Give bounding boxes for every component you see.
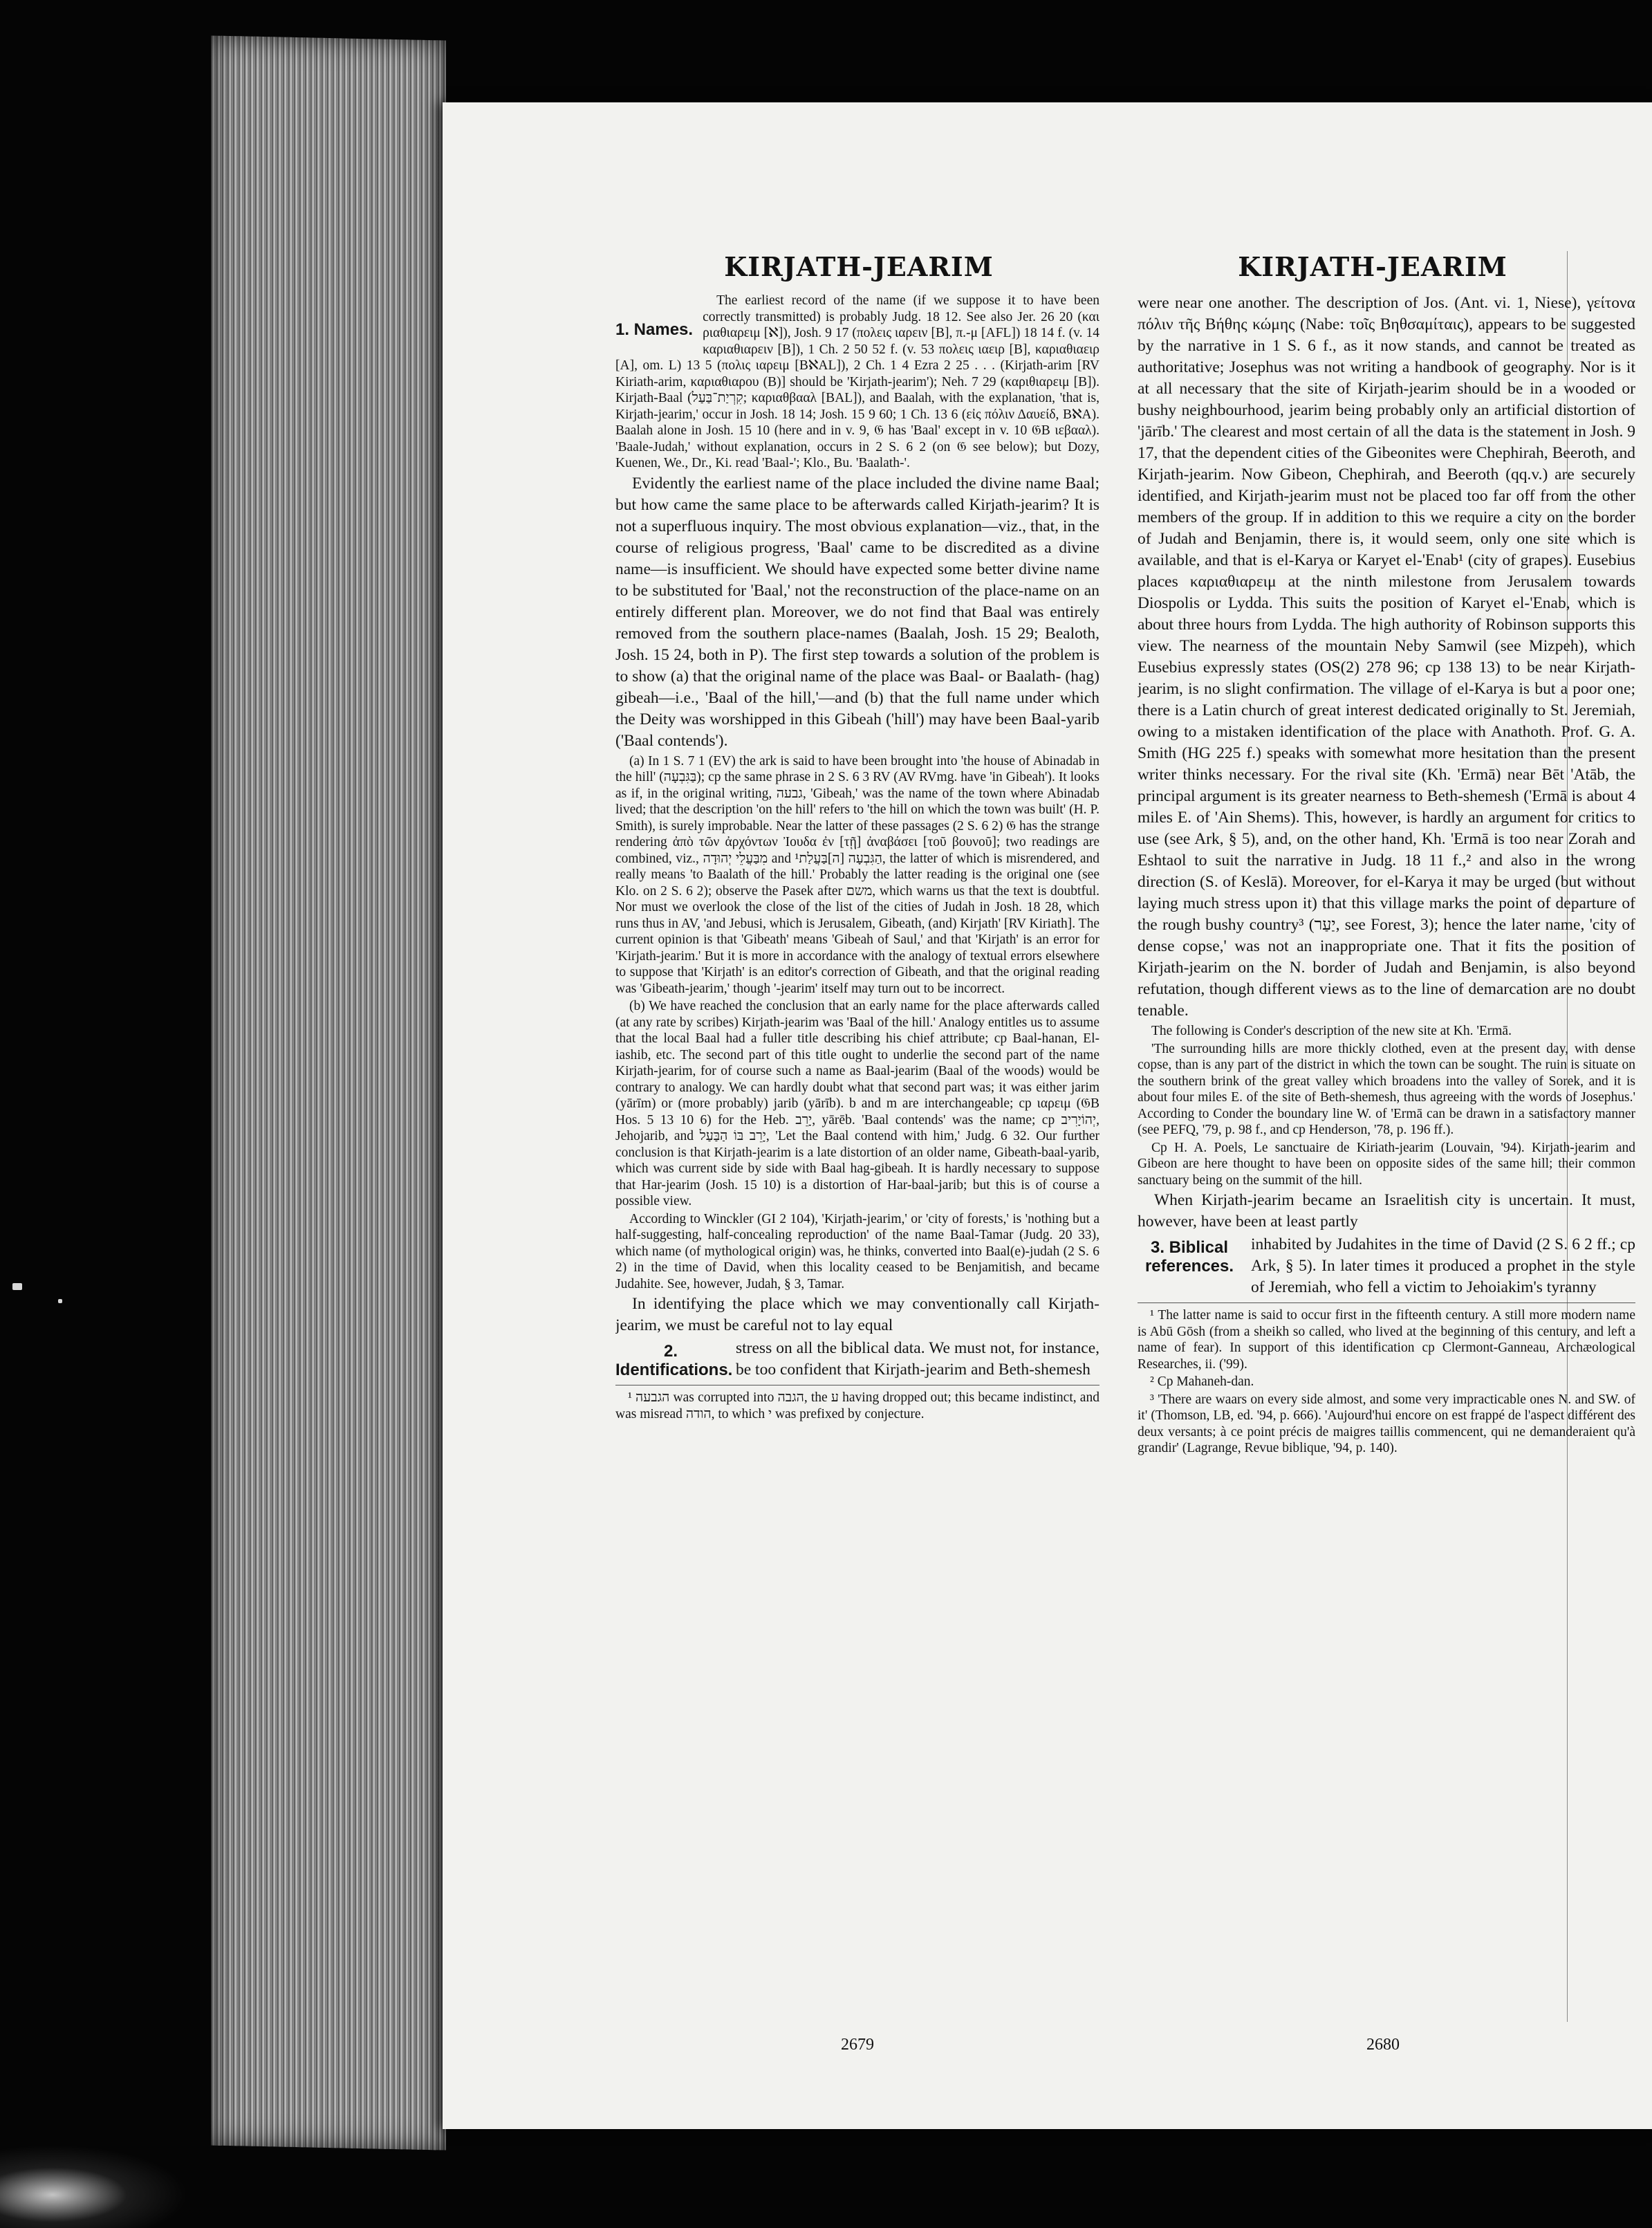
section-label-identifications: 2. Identifications. [615, 1342, 733, 1379]
right-running-header: KIRJATH-JEARIM [1238, 251, 1507, 282]
conder-intro: The following is Conder's description of the new site at Kh. 'Ermā. [1151, 1024, 1512, 1038]
book-page-edges [211, 35, 446, 2150]
section-label-names: 1. Names. [615, 320, 694, 339]
left-running-header: KIRJATH-JEARIM [724, 251, 994, 282]
right-footnotes [1138, 1302, 1635, 1457]
light-glare [0, 2117, 263, 2228]
left-footnotes [615, 1385, 1099, 1422]
right-folio: 2680 [1366, 2036, 1400, 2054]
left-body-2-lead: In identifying the place which we may conventionally call Kirjath-jearim, we must be careful not to lay equal [615, 1295, 1099, 1334]
right-body-1: were near one another. The description of Jos. (Ant. vi. 1, Niese), γείτονα πόλιν τῆς Βήθης κώμης (Nabe: τοῖς Βηθσαμίταις), appears to be suggested by the narrative in 1 S. 6 f., as it now stands, and cannot be treated as authoritative; Josephus was not writing a handbook of geography. Nor is it at all necessary that the site of Kirjath-jearim should be in a wooded or bushy neighbourhood, jearim being probably only an artificial distortion of 'jārīb.' The clearest and most certain of all the data is the statement in Josh. 9 17, that the dependent cities of the Gibeonites were Chephirah, Beeroth, and Kirjath-jearim. Now Gibeon, Chephirah, and Beeroth (qq.v.) are securely identified, and Kirjath-jearim must not be placed too far off from the other members of the group. If in addition to this we require a city on the border of Judah and Benjamin, there is, it would seem, only one site which is available, and that is el-Karya or Karyet el-'Enab¹ (city of grapes). Eusebius places καριαθιαρειμ at the ninth milestone from Jerusalem towards Diospolis or Lydda. This suits the position of Karyet el-'Enab, which is about three hours from Lydda. The high authority of Robinson supports this view. The nearness of the mountain Neby Samwil (see Mizpeh), which Eusebius expressly states (OS(2) 278 96; cp 138 13) to be near Kirjath-jearim, is no slight confirmation. The village of el-Karya is but a poor one; there is a Latin church of great interest dedicated originally to St. Jeremiah, owing to a mistaken identification of the place with Anathoth. Prof. G. A. Smith (HG 225 f.) speaks with somewhat more hesitation than the present writer thinks necessary. For the rival site (Kh. 'Ermā) near Bēt 'Atāb, the principal argument is its greater nearness to Beth-shemesh ('Ermā is about 4 miles E. of 'Ain Shems). This, however, is hardly an argument for critics to use (see Ark, § 5), and, on the other hand, Kh. 'Ermā is too near Zorah and Eshtaol to suit the narrative in Judg. 18 11 f.,² and also in the wrong direction (S. of Keslā). Moreover, for el-Karya it may be urged (but without laying much stress upon it) that this village marks the point of departure of the rough bushy country³ (יַעַר, see Forest, 3); hence the later name, 'city of dense copse,' was not an inappropriate one. That it fits the position of Kirjath-jearim on the N. border of Judah and Benjamin, is also beyond refutation, though different views as to the line of demarcation are no doubt tenable. [1138, 294, 1635, 1020]
conder-quote: 'The surrounding hills are more thickly clothed, even at the present day, with dense copse, than is any part of the district in which the town can be sought. The ruin is situate on the southern brink of the great valley which broadens into the valley of Sorek, and it is about four miles E. of the site of Beth-shemesh, thus agreeing with the words of Josephus.' According to Conder the boundary line W. of 'Ermā can be drawn in a satisfactory manner (see PEFQ, '79, p. 98 f., and cp Henderson, '78, p. 196 ff.). [1138, 1041, 1635, 1137]
left-column [615, 293, 1099, 2025]
para-a: (a) In 1 S. 7 1 (EV) the ark is said to have been brought into 'the house of Abinadab in the hill' (בַּגִּבְעָה); cp the same phrase in 2 S. 6 3 RV (AV RVmg. have 'in Gibeah'). It looks as if, in the original writing, גבעה, 'Gibeah,' was the name of the town where Abinadab lived; that the description 'on the hill' refers to 'the hill on which the town was built' (H. P. Smith), is surely improbable. Near the latter of these passages (2 S. 6 2) 𝔊 has the strange rendering ἀπὸ τῶν ἀρχόντων Ἰουδα ἐν [τῇ] ἀναβάσει [τοῦ βουνοῦ]; two readings are combined, viz., מִבַּעֲלֵי יְהוּדָה and הַגִּבְעָה [ה]בַּעֲלַת¹, the latter of which is misrendered, and really means 'to Baalath of the hill.' Probably the latter reading is the original one (see Klo. on 2 S. 6 2); observe the Pasek after משם, which warns us that the text is doubtful. Nor must we overlook the close of the list of the cities of Judah in Josh. 18 28, which runs thus in AV, 'and Jebusi, which is Jerusalem, Gibeath, (and) Kirjath' [RV Kiriath]. The current opinion is that 'Gibeath' means 'Gibeah of Saul,' and that 'Kirjath' is an error for 'Kirjath-jearim.' But it is more in accordance with the analogy of textual errors elsewhere to suppose that 'Kirjath' is an editor's correction of Gibeath, and that the original reading was 'Gibeath-jearim,' though '-jearim' itself may turn out to be incorrect. [615, 753, 1099, 996]
left-body-2-rest: stress on all the biblical data. We must not, for instance, be too confident that Kirjath-jearim and Beth-shemesh [736, 1339, 1099, 1379]
right-body-2-lead: When Kirjath-jearim became an Israelitish city is uncertain. It must, however, have been at least partly [1138, 1191, 1635, 1231]
names-section [615, 293, 1099, 472]
right-column [1138, 293, 1635, 2025]
poels-note: Cp H. A. Poels, Le sanctuaire de Kiriath-jearim (Louvain, '94). Kirjath-jearim and Gibeon are here thought to have been on opposite sides of the same hill; their common sanctuary being on the summit of the hill. [1138, 1140, 1635, 1188]
left-folio: 2679 [841, 2036, 874, 2054]
right-footnote-2: ² Cp Mahaneh-dan. [1150, 1374, 1254, 1389]
right-body-2-rest: inhabited by Judahites in the time of David (2 S. 6 2 ff.; cp Ark, § 5). In later times it produced a prophet in the style of Jeremiah, who fell a victim to Jehoiakim's tyranny [1251, 1235, 1635, 1296]
left-body-1: Evidently the earliest name of the place included the divine name Baal; but how came the same place to be afterwards called Kirjath-jearim? It is not a superfluous inquiry. The most obvious explanation—viz., that, in the course of religious progress, 'Baal' came to be discredited as a divine name—is insufficient. We should have expected some better divine name to be substituted for 'Baal,' not the reconstruction of the place-name on an entirely different plan. Moreover, we do not find that Baal was entirely removed from the southern place-names (Baalah, Josh. 15 29; Bealoth, Josh. 15 24, both in P). The first step towards a solution of the problem is to show (a) that the original name of the place was Baal- or Baalath- (hag) gibeah—i.e., 'Baal of the hill,'—and (b) that the full name under which the Deity was worshipped in this Gibeah ('hill') may have been Baal-yarib ('Baal contends'). [615, 474, 1099, 750]
dust-speck [12, 1283, 22, 1290]
book-page [443, 102, 1652, 2129]
para-b: (b) We have reached the conclusion that an early name for the place afterwards called (at any rate by scribes) Kirjath-jearim was 'Baal of the hill.' Analogy entitles us to assume that the local Baal had a fuller title describing his chief attribute; cp Baal-hanan, El-iashib, etc. The second part of this title ought to underlie the second part of the name Kirjath-jearim, for of course such a name as Baal-jearim (Baal of the woods) would be contrary to analogy. We can hardly doubt what that second part was; it was either jarim (yārīm) or (more probably) jarib (yārīb). b and m are interchangeable; cp ιαρειμ (𝔊B Hos. 5 13 10 6) for the Heb. יָרֵב, yārēb. 'Baal contends' was the name; cp יְהוֹיָרִיב, Jehojarib, and יָרֵב בּוֹ הַבַּעַל, 'Let the Baal contend with him,' Judg. 6 32. Our further conclusion is that Kirjath-jearim is a late distortion of an older name, Gibeath-baal-yarib, which was current side by side with Baal hag-gibeah. It is hardly necessary to suppose that Har-jearim (Josh. 15 10) is a distortion of Har-baal-jarib; but this is of course a possible view. [615, 999, 1099, 1208]
conder-section [1138, 1023, 1635, 1188]
left-footnote-1: ¹ הגבעה was corrupted into הגבה, the ע having dropped out; this became indistinct, and was misread הודה, to which י was prefixed by conjecture. [615, 1390, 1099, 1421]
para-winckler: According to Winckler (GI 2 104), 'Kirjath-jearim,' or 'city of forests,' is 'nothing but a half-suggesting, half-concealing reproduction' of the name Baal-Tamar (Judg. 20 33), which name (of mythological origin) was, he thinks, converted into Baal(e)-judah (2 S. 6 2) in the time of David, when this locality ceased to be Benjamitish, and became Judahite. See, however, Judah, § 3, Tamar. [615, 1211, 1099, 1291]
right-footnote-1: ¹ The latter name is said to occur first in the fifteenth century. A still more modern name is Abū Gōsh (from a sheikh so called, who lived at the beginning of this century, and left a name of fear). In support of this identification cp Clermont-Ganneau, Archæological Researches, ii. ('99). [1138, 1308, 1635, 1372]
names-intro: The earliest record of the name (if we suppose it to have been correctly transmitted) is probably Judg. 18 12. See also Jer. 26 20 (και ριαθιαρειμ [ℵ]), Josh. 9 17 (πολεις ιαρειν [B], π.-μ [AFL]) 18 14 f. (v. 14 καριαθιαρειν [B]), 1 Ch. 2 50 52 f. (v. 53 πολεις ιαειρ [B], καριαθιαειρ [A], om. L) 13 5 (πολις ιαρειμ [BℵAL]), 2 Ch. 1 4 Ezra 2 25 . . . (Kirjath-arim [RV Kiriath-arim, καριαθιαρου (B)] should be 'Kirjath-jearim'); Neh. 7 29 (καριθιαρειμ [B]). Kirjath-Baal (קִרְיַת־בַּעַל; καριαθβααλ [BAL]), and Baalah, with the explanation, 'that is, Kirjath-jearim,' occur in Josh. 18 14; Josh. 15 9 60; 1 Ch. 13 6 (εἰς πόλιν Δαυείδ, BℵA). Baalah alone in Josh. 15 10 (here and in v. 9, 𝔊 has 'Baal' except in v. 10 𝔊B ιεβααλ). 'Baale-Judah,' without explanation, occurs in 2 S. 6 2 (on 𝔊 see below); but Dozy, Kuenen, We., Dr., Ki. read 'Baal-'; Klo., Bu. 'Baalath-'. [615, 293, 1099, 470]
left-notes [615, 753, 1099, 1293]
right-footnote-3: ³ 'There are waars on every side almost, and some very impracticable ones N. and SW. of it' (Thomson, LB, ed. '94, p. 666). 'Aujourd'hui encore on est frappé de l'aspect différent des deux versants; à ce point précis de maigres taillis commencent, qui ne demanderaient qu'à grandir' (Lagrange, Revue biblique, '94, p. 140). [1138, 1392, 1635, 1455]
dust-speck [58, 1299, 62, 1303]
section-label-biblical-references: 3. Biblical references. [1144, 1238, 1234, 1276]
identifications-block [615, 1338, 1099, 1381]
biblical-references-block [1138, 1234, 1635, 1298]
